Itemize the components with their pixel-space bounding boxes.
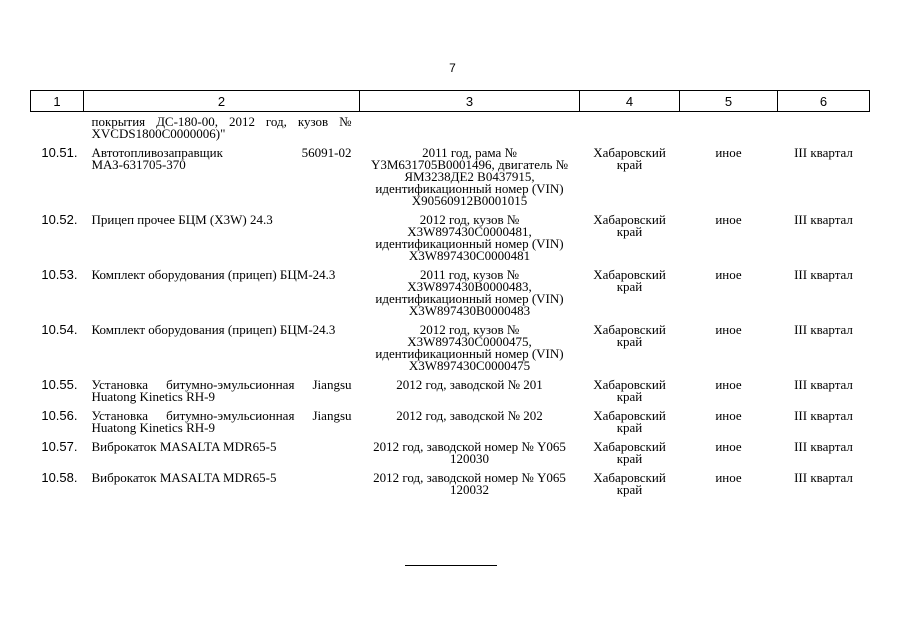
row-number: 10.52. (41, 212, 78, 227)
footer-divider (405, 565, 497, 566)
row-period: III квартал (794, 408, 853, 423)
row-type: иное (715, 439, 742, 454)
row-period: III квартал (794, 377, 853, 392)
row-name: Установка битумно-эмульсионная Jiangsu Huatong Kinetics RH-9 (91, 408, 352, 435)
row-details: 2012 год, заводской № 202 (396, 408, 543, 423)
header-col-4: 4 (580, 91, 680, 112)
row-number: 10.58. (41, 470, 78, 485)
row-period: III квартал (794, 212, 853, 227)
row-name: Автотопливозаправщик 56091-02 МАЗ-631705-370 (91, 145, 352, 172)
row-region: Хабаровский край (593, 377, 666, 404)
row-type: иное (715, 267, 742, 282)
row-name: Комплект оборудования (прицеп) БЦМ-24.3 (91, 267, 336, 282)
row-number: 10.56. (41, 408, 78, 423)
row-number: 10.53. (41, 267, 78, 282)
row-region: Хабаровский край (593, 439, 666, 466)
row-region: Хабаровский край (593, 408, 666, 435)
table-header-row (31, 91, 870, 112)
header-col-6: 6 (778, 91, 870, 112)
row-period: III квартал (794, 439, 853, 454)
property-table (30, 90, 870, 499)
row-details: 2011 год, кузов № X3W897430B0000483, идентификационный номер (VIN) X3W897430B0000483 (375, 267, 564, 318)
table-row (31, 406, 870, 437)
row-type: иное (715, 212, 742, 227)
row-details: 2012 год, кузов № X3W897430C0000481, идентификационный номер (VIN) X3W897430C0000481 (375, 212, 564, 263)
row-name: Прицеп прочее БЦМ (X3W) 24.3 (91, 212, 273, 227)
table-row (31, 320, 870, 375)
row-period: III квартал (794, 145, 853, 160)
row-details: 2011 год, рама № Y3M631705B0001496, двигатель № ЯМЗ238ДЕ2 В0437915, идентификационный номер (VIN) X90560912B0001015 (370, 145, 569, 208)
table-row (31, 143, 870, 210)
continuation-text: покрытия ДС-180-00, 2012 год, кузов № XVCDS1800C0000006)" (91, 114, 352, 141)
header-col-1: 1 (31, 91, 84, 112)
header-col-2: 2 (84, 91, 360, 112)
row-number: 10.51. (41, 145, 78, 160)
page-number: 7 (449, 61, 456, 75)
row-type: иное (715, 145, 742, 160)
table-row (31, 437, 870, 468)
row-type: иное (715, 408, 742, 423)
row-number: 10.54. (41, 322, 78, 337)
row-period: III квартал (794, 267, 853, 282)
row-type: иное (715, 377, 742, 392)
row-number: 10.57. (41, 439, 78, 454)
row-type: иное (715, 322, 742, 337)
row-details: 2012 год, заводской номер № Y065 120032 (373, 470, 566, 497)
row-period: III квартал (794, 322, 853, 337)
row-details: 2012 год, заводской номер № Y065 120030 (373, 439, 566, 466)
row-region: Хабаровский край (593, 145, 666, 172)
continuation-row (31, 112, 870, 144)
header-col-3: 3 (360, 91, 580, 112)
row-name: Установка битумно-эмульсионная Jiangsu Huatong Kinetics RH-9 (91, 377, 352, 404)
row-region: Хабаровский край (593, 322, 666, 349)
row-name: Комплект оборудования (прицеп) БЦМ-24.3 (91, 322, 336, 337)
row-details: 2012 год, заводской № 201 (396, 377, 543, 392)
row-details: 2012 год, кузов № X3W897430C0000475, идентификационный номер (VIN) X3W897430C0000475 (375, 322, 564, 373)
table-row (31, 265, 870, 320)
row-name: Виброкаток MASALTA MDR65-5 (91, 439, 277, 454)
table-row (31, 468, 870, 499)
row-region: Хабаровский край (593, 267, 666, 294)
row-period: III квартал (794, 470, 853, 485)
row-number: 10.55. (41, 377, 78, 392)
row-name: Виброкаток MASALTA MDR65-5 (91, 470, 277, 485)
header-col-5: 5 (680, 91, 778, 112)
row-region: Хабаровский край (593, 212, 666, 239)
row-type: иное (715, 470, 742, 485)
table-row (31, 210, 870, 265)
table-row (31, 375, 870, 406)
row-region: Хабаровский край (593, 470, 666, 497)
